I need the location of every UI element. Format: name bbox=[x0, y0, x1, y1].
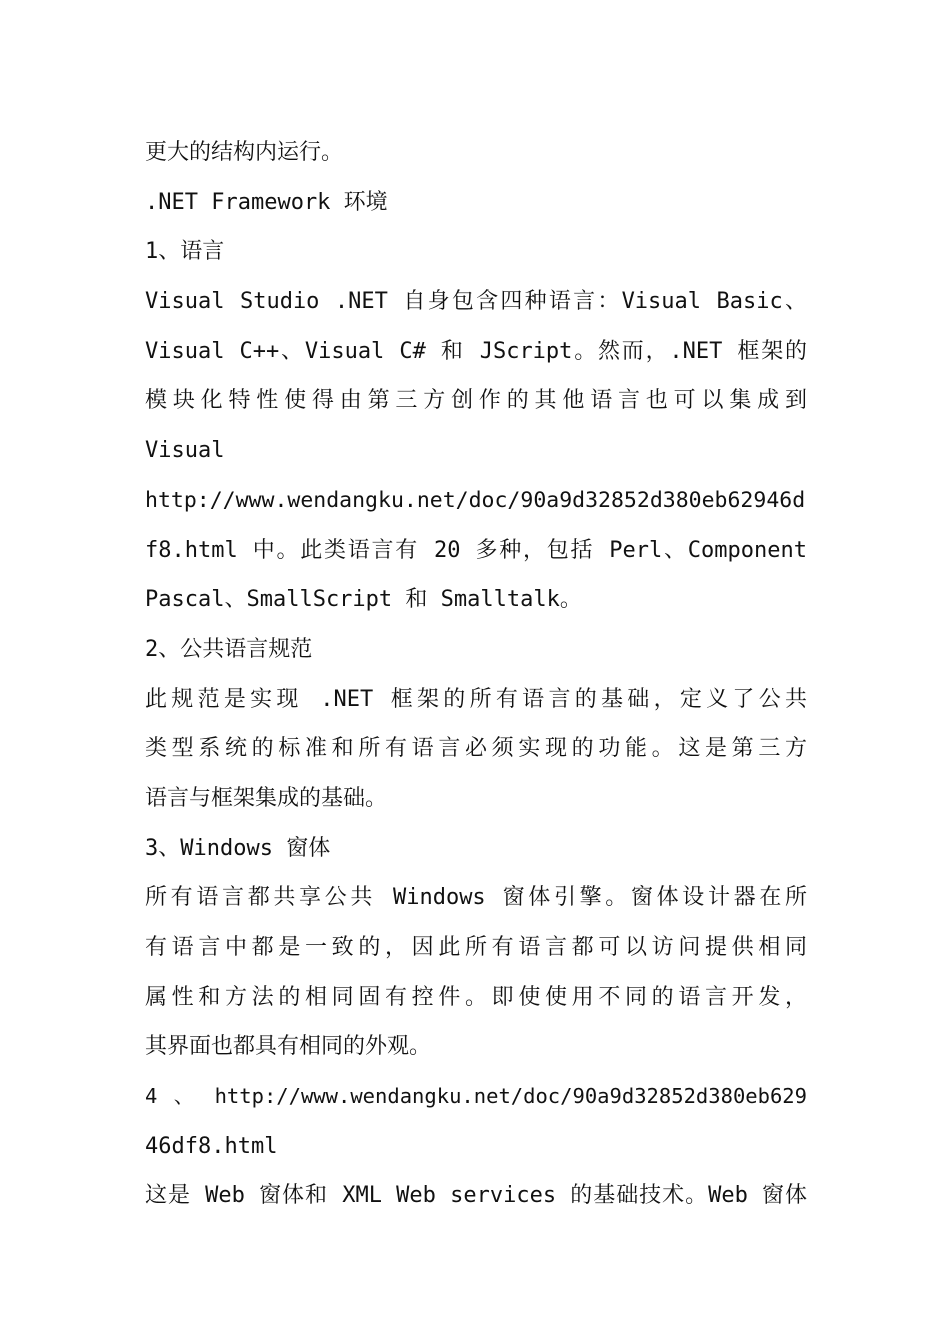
text-line: 4 、 http://www.wendangku.net/doc/90a9d32852d380eb629 bbox=[145, 1084, 807, 1109]
text-line: Visual C++、Visual C# 和 JScript。然而，.NET 框架的 bbox=[145, 338, 807, 364]
text-line: Visual Studio .NET 自身包含四种语言：Visual Basic、 bbox=[145, 289, 807, 315]
text-line: http://www.wendangku.net/doc/90a9d32852d380eb62946d bbox=[145, 487, 806, 513]
document-body bbox=[145, 128, 807, 1221]
text-line: 更大的结构内运行。 bbox=[145, 140, 344, 165]
text-line: 此规范是实现 .NET 框架的所有语言的基础，定义了公共 bbox=[145, 686, 807, 712]
text-line: 属性和方法的相同固有控件。即使使用不同的语言开发， bbox=[145, 984, 807, 1010]
text-line: Visual bbox=[145, 438, 225, 464]
text-line: 有语言中都是一致的，因此所有语言都可以访问提供相同 bbox=[145, 935, 807, 960]
text-line: 类型系统的标准和所有语言必须实现的功能。这是第三方 bbox=[145, 736, 807, 762]
text-line: 模块化特性使得由第三方创作的其他语言也可以集成到 bbox=[145, 388, 807, 414]
text-line: .NET Framework 环境 bbox=[145, 189, 388, 215]
text-line: 其界面也都具有相同的外观。 bbox=[145, 1034, 432, 1060]
text-line: 1、语言 bbox=[145, 239, 225, 265]
text-line: 46df8.html bbox=[145, 1133, 278, 1159]
text-line: f8.html 中。此类语言有 20 多种，包括 Perl、Component bbox=[145, 537, 807, 563]
text-line: 3、Windows 窗体 bbox=[145, 835, 331, 861]
text-line: 所有语言都共享公共 Windows 窗体引擎。窗体设计器在所 bbox=[145, 885, 807, 911]
text-line: Pascal、SmallScript 和 Smalltalk。 bbox=[145, 587, 582, 613]
text-line: 2、公共语言规范 bbox=[145, 636, 313, 662]
text-line: 这是 Web 窗体和 XML Web services 的基础技术。Web 窗体 bbox=[145, 1183, 807, 1209]
text-line: 语言与框架集成的基础。 bbox=[145, 785, 388, 811]
